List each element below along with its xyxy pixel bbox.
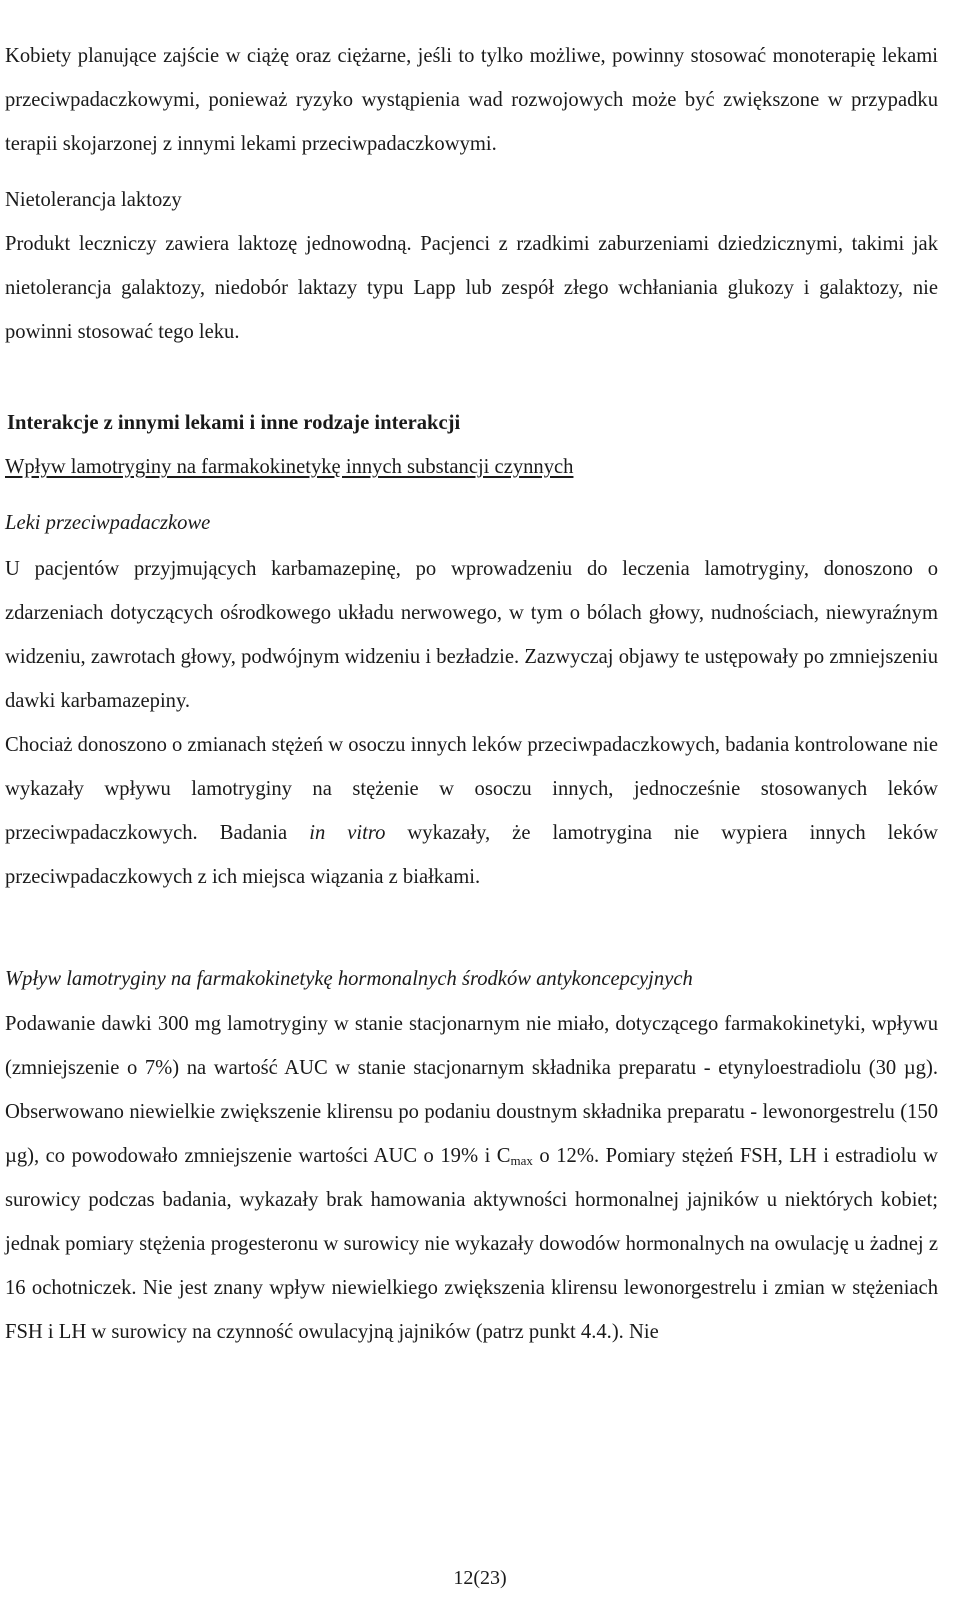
heading-lactose-intolerance: Nietolerancja laktozy (5, 189, 182, 211)
heading-hormonal-contraceptives: Wpływ lamotryginy na farmakokinetykę hormonalnych środków antykoncepcyjnych (5, 968, 693, 990)
plasma-levels-text-a: Chociaż donoszono o zmianach stężeń w osoczu innych leków przeciwpadaczkowych, badania kontrolowane nie wykazały wpływu lamotryginy na stężenie w osoczu innych, jednocześnie stosowanych leków przeciwpadaczkowych. Badania (5, 734, 938, 844)
heading-interactions: Interakcje z innymi lekami i inne rodzaje interakcji (7, 412, 461, 434)
paragraph-carbamazepine: U pacjentów przyjmujących karbamazepinę, po wprowadzeniu do leczenia lamotryginy, donoszono o zdarzeniach dotyczących ośrodkowego układu nerwowego, w tym o bólach głowy, nudnościach, niewyraźnym widzeniu, zawrotach głowy, podwójnym widzeniu i bezładzie. Zazwyczaj objawy te ustępowały po zmniejszeniu dawki karbamazepiny. (5, 558, 938, 712)
plasma-levels-text-b: wykazały, że lamotrygina nie wypiera innych leków przeciwpadaczkowych z ich miejsca wiązania z białkami. (5, 822, 938, 888)
paragraph-lactose: Produkt leczniczy zawiera laktozę jednowodną. Pacjenci z rzadkimi zaburzeniami dziedzicznymi, takimi jak nietolerancja galaktozy, niedobór laktazy typu Lapp lub zespół złego wchłaniania glukozy i galaktozy, nie powinni stosować tego leku. (5, 233, 938, 343)
page-number: 12(23) (453, 1567, 507, 1589)
heading-antiepileptic-drugs: Leki przeciwpadaczkowe (5, 512, 211, 534)
hormonal-text-b: o 12%. Pomiary stężeń FSH, LH i estradiolu w surowicy podczas badania, wykazały brak hamowania aktywności hormonalnej jajników u niektórych kobiet; jednak pomiary stężenia progesteronu w surowicy nie wykazały dowodów hormonalnych na owulację u żadnej z 16 ochotniczek. Nie jest znany wpływ niewielkiego zwiększenia klirensu lewonorgestrelu i zmian w stężeniach FSH i LH w surowicy na czynność owulacyjną jajników (patrz punkt 4.4.). Nie (5, 1145, 938, 1343)
cmax-subscript: max (510, 1153, 533, 1168)
paragraph-hormonal (5, 1002, 938, 1354)
hormonal-text-a: Podawanie dawki 300 mg lamotryginy w stanie stacjonarnym nie miało, dotyczącego farmakokinetyki, wpływu (zmniejszenie o 7%) na wartość AUC w stanie stacjonarnym składnika preparatu - etynyloestradiolu (30 µg). Obserwowano niewielkie zwiększenie klirensu po podaniu doustnym składnika preparatu - lewonorgestrelu (150 µg), co powodowało zmniejszenie wartości AUC o 19% i C (5, 1013, 938, 1167)
paragraph-plasma-levels (5, 723, 938, 899)
in-vitro-term: in vitro (309, 822, 386, 844)
heading-effect-on-other-substances: Wpływ lamotryginy na farmakokinetykę innych substancji czynnych (5, 456, 574, 478)
paragraph-pregnancy: Kobiety planujące zajście w ciążę oraz ciężarne, jeśli to tylko możliwe, powinny stosować monoterapię lekami przeciwpadaczkowymi, ponieważ ryzyko wystąpienia wad rozwojowych może być zwiększone w przypadku terapii skojarzonej z innymi lekami przeciwpadaczkowymi. (5, 45, 938, 155)
